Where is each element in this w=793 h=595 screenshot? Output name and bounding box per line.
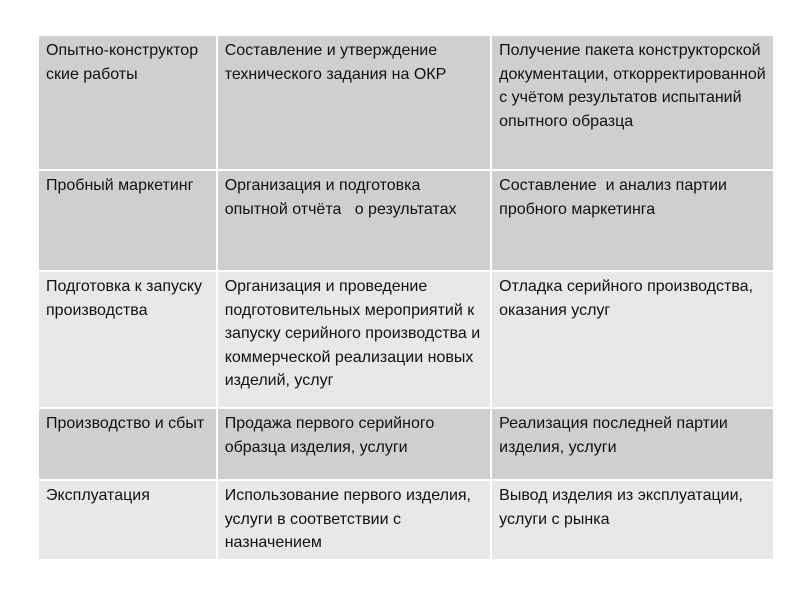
table-row bbox=[39, 408, 773, 480]
task-cell: Организация и проведение подготовительных мероприятий к запуску серийного производства и коммерческой реализации новых изделий, услуг bbox=[217, 271, 491, 408]
stage-cell: Производство и сбыт bbox=[39, 408, 217, 480]
stage-cell: Пробный маркетинг bbox=[39, 170, 217, 271]
stage-cell: Подготовка к запуску производства bbox=[39, 271, 217, 408]
table-row bbox=[39, 36, 773, 170]
task-cell: Использование первого изделия, услуги в соответствии с назначением bbox=[217, 480, 491, 559]
task-cell: Продажа первого серийного образца изделия, услуги bbox=[217, 408, 491, 480]
stage-cell: Эксплуатация bbox=[39, 480, 217, 559]
table-row bbox=[39, 271, 773, 408]
result-cell: Вывод изделия из эксплуатации, услуги с рынка bbox=[491, 480, 773, 559]
table-row bbox=[39, 480, 773, 559]
stages-table bbox=[39, 36, 773, 559]
result-cell: Получение пакета конструкторской документации, откорректированной с учётом результатов испытаний опытного образца bbox=[491, 36, 773, 170]
task-cell: Составление и утверждение технического задания на ОКР bbox=[217, 36, 491, 170]
result-cell: Отладка серийного производства, оказания услуг bbox=[491, 271, 773, 408]
table-row bbox=[39, 170, 773, 271]
result-cell: Реализация последней партии изделия, услуги bbox=[491, 408, 773, 480]
result-cell: Составление и анализ партии пробного маркетинга bbox=[491, 170, 773, 271]
task-cell: Организация и подготовка опытной отчёта о результатах bbox=[217, 170, 491, 271]
stage-cell: Опытно-конструктор ские работы bbox=[39, 36, 217, 170]
